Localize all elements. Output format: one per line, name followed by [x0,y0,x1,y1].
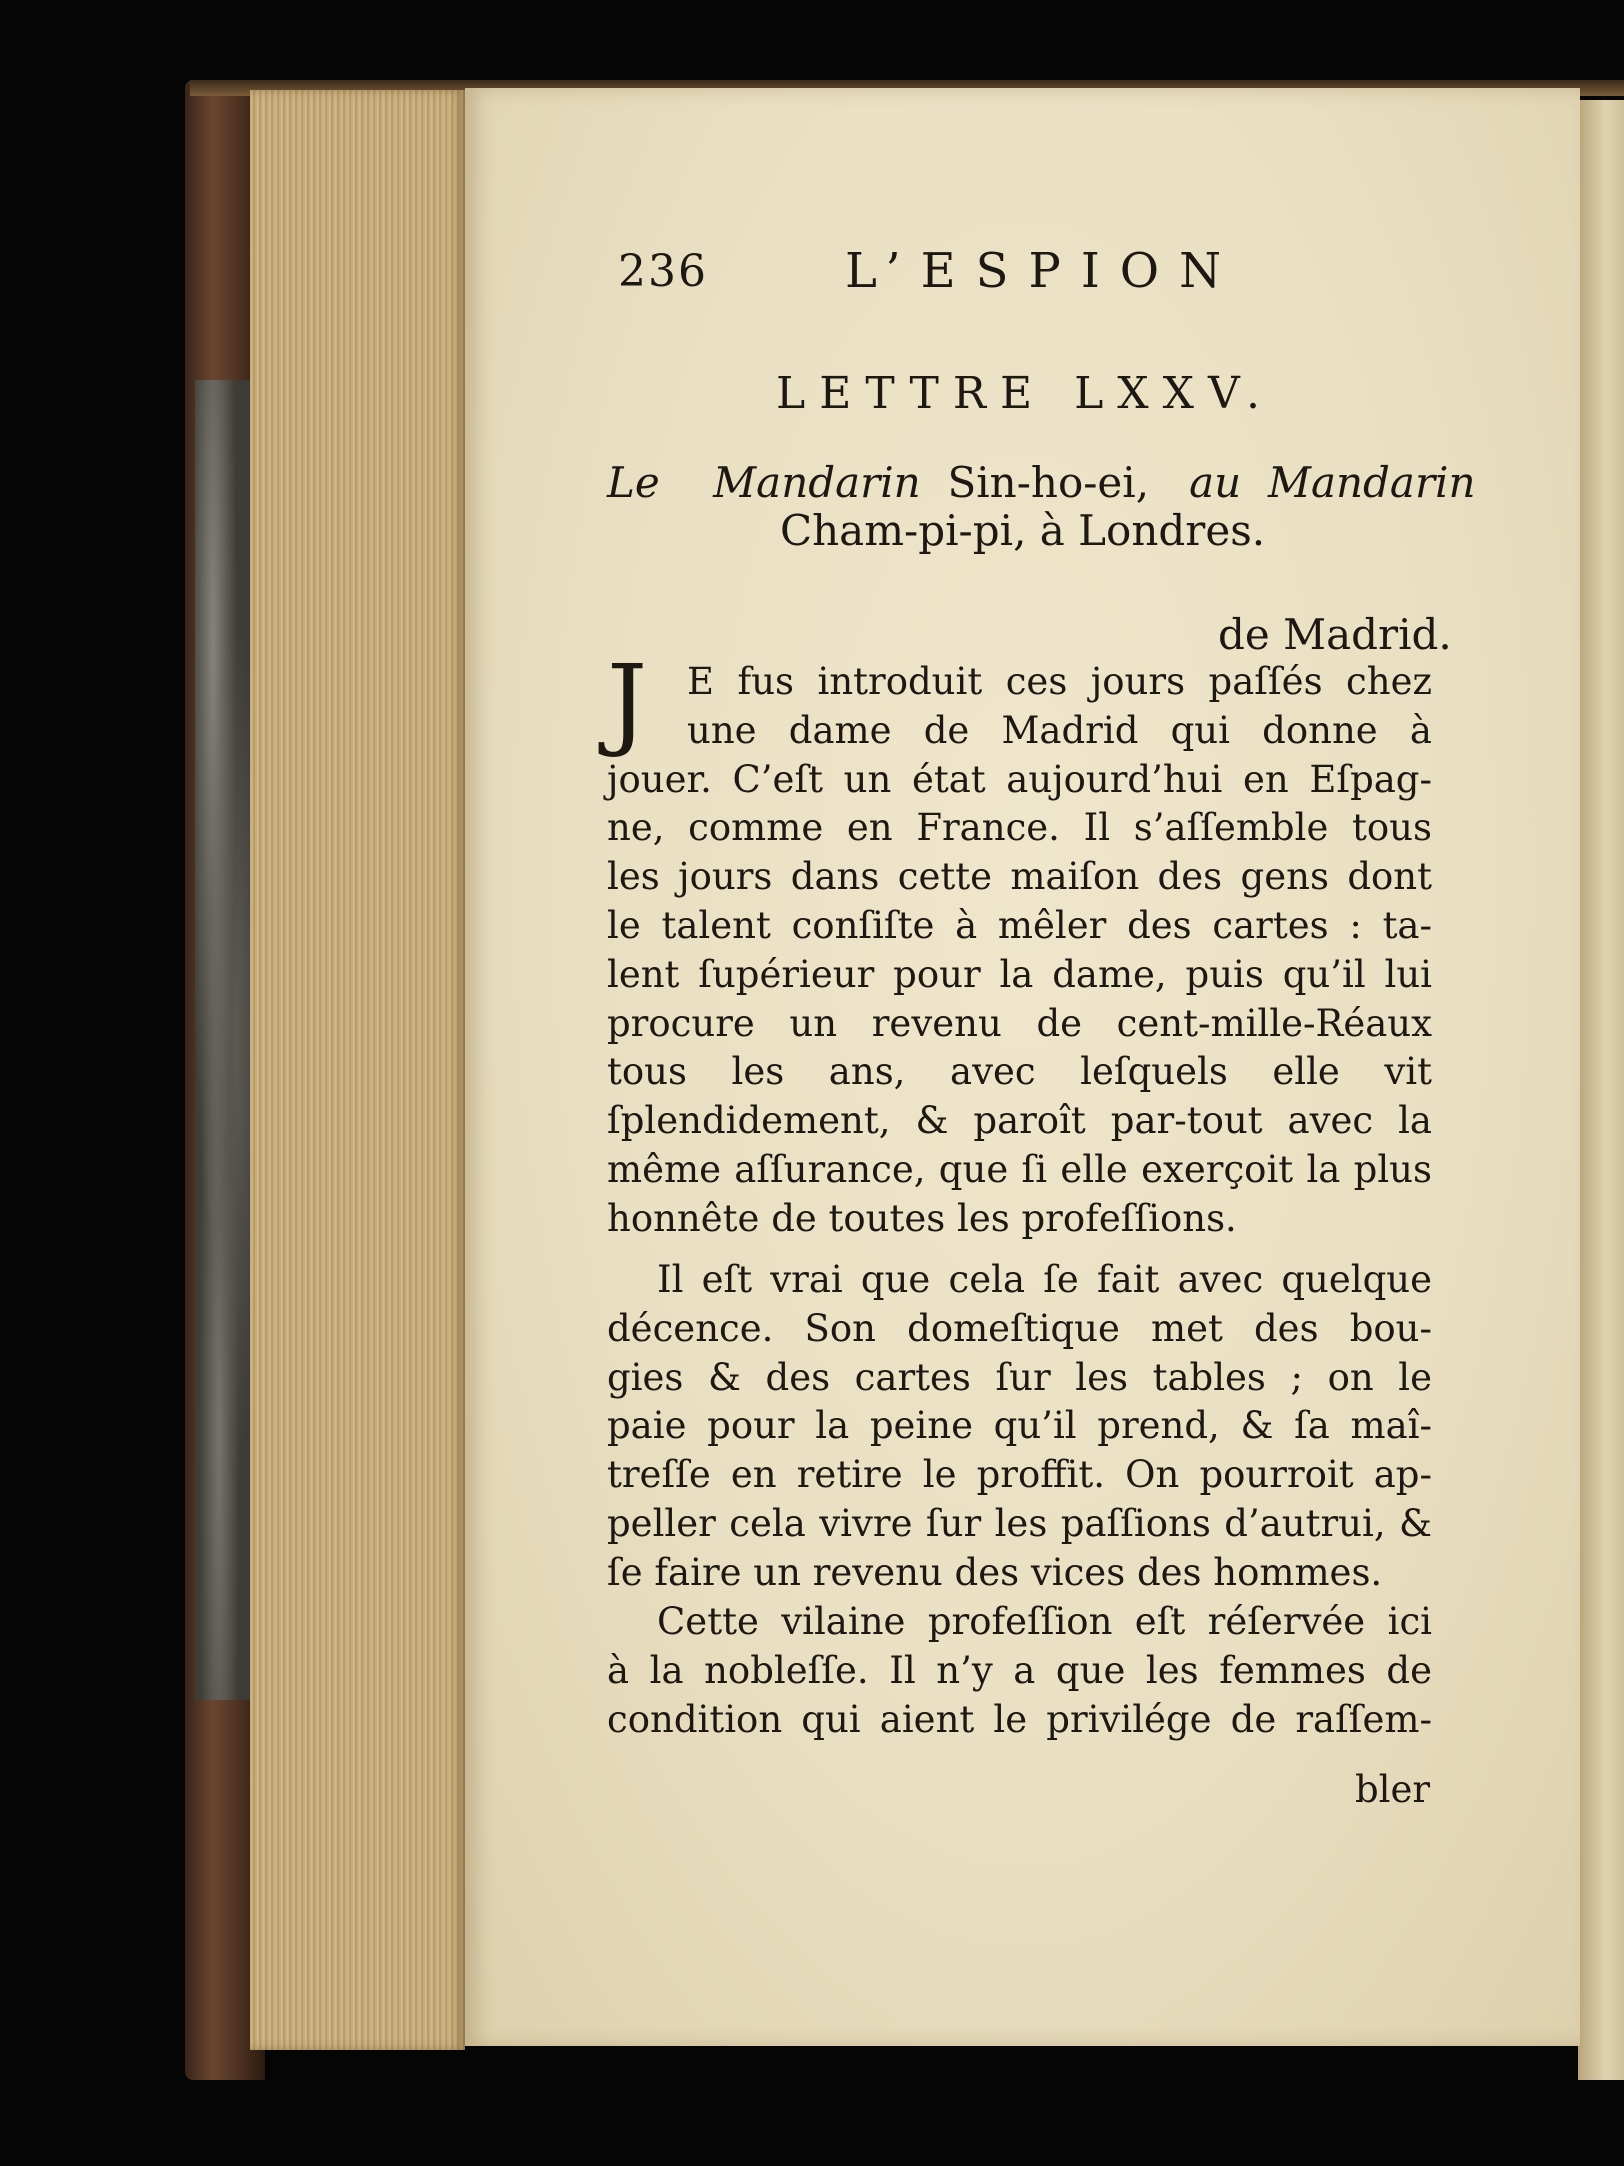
text-line: le talent conſiſte à mêler des cartes : ta- [607,903,1432,947]
text-line: lent ſupérieur pour la dame, puis qu’il lui [607,952,1432,996]
letter-address-line-2: Cham-pi-pi, à Londres. [780,506,1266,555]
text-line: E fus introduit ces jours paſſés chez [687,660,1432,703]
address-from-title: Mandarin [713,458,921,507]
text-line: décence. Son domeſtique met des bou- [607,1306,1432,1350]
text-line: ſe faire un revenu des vices des hommes. [607,1550,1383,1594]
text-line: procure un revenu de cent-mille-Réaux [607,1001,1432,1045]
text-line: jouer. C’eſt un état aujourd’hui en Eſpag- [607,757,1432,801]
address-from-name: Sin-ho-ei, [947,458,1150,507]
page-number: 236 [618,246,708,297]
text-line: ſplendidement, & paroît par-tout avec la [607,1099,1432,1143]
text-line: une dame de Madrid qui donne à [687,708,1432,752]
text-line: Il eſt vrai que cela ſe fait avec quelque [657,1258,1432,1301]
text-line: gies & des cartes ſur les tables ; on le [607,1355,1432,1399]
address-au: au [1189,458,1242,507]
paragraph-2 [607,1256,1432,1598]
text-line: condition qui aient le privilége de raſſem- [607,1697,1432,1741]
running-title: L’ESPION [845,243,1242,299]
text-line: treſſe en retire le proffit. On pourroit ap- [607,1453,1432,1497]
text-line: Cette vilaine profeſſion eſt réſervée ici [657,1600,1432,1643]
facing-page-edge [1578,100,1624,2080]
marbled-cover-paper [195,380,255,1700]
text-line: ne, comme en France. Il s’aſſemble tous [607,806,1432,850]
address-le: Le [607,458,660,507]
text-line: les jours dans cette maiſon des gens dont [607,855,1432,899]
address-to-title: Mandarin [1267,458,1476,507]
page-edges [250,90,465,2050]
drop-cap: J [607,643,648,760]
letter-title: LETTRE LXXV. [776,368,1275,419]
paragraph-1 [607,658,1432,1244]
text-line: même aſſurance, que ſi elle exerçoit la plus [607,1147,1432,1191]
text-line: paie pour la peine qu’il prend, & ſa maî- [607,1404,1432,1448]
text-line: peller cela vivre ſur les paſſions d’autrui, & [607,1501,1432,1545]
text-line: honnête de toutes les profeſſions. [607,1196,1237,1240]
text-line: tous les ans, avec leſquels elle vit [607,1050,1432,1094]
catchword: bler [1355,1768,1431,1811]
text-line: à la nobleſſe. Il n’y a que les femmes de [607,1648,1432,1692]
paragraph-3 [607,1598,1432,1744]
letter-address-line-1 [607,458,1476,507]
letter-place: de Madrid. [1218,610,1452,659]
